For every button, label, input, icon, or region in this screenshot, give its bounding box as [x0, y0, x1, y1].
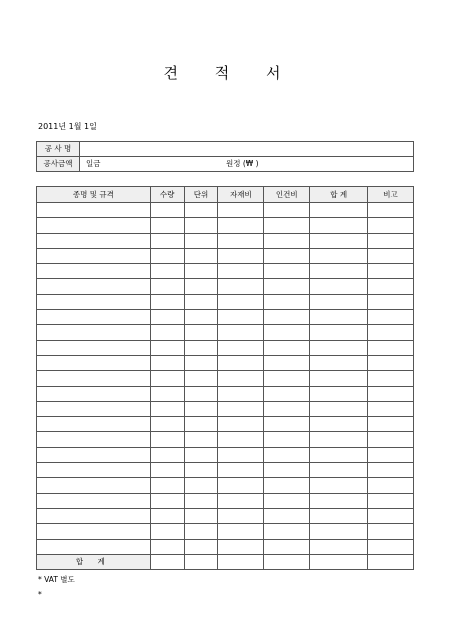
table-cell[interactable]	[368, 401, 414, 416]
column-header: 인건비	[264, 187, 310, 203]
table-cell[interactable]	[37, 203, 151, 218]
table-cell[interactable]	[310, 478, 368, 493]
table-cell[interactable]	[150, 340, 184, 355]
table-cell[interactable]	[184, 218, 218, 233]
table-cell[interactable]	[310, 432, 368, 447]
table-cell[interactable]	[264, 279, 310, 294]
table-cell[interactable]	[184, 447, 218, 462]
table-cell[interactable]	[150, 386, 184, 401]
table-cell[interactable]	[184, 248, 218, 263]
table-cell[interactable]	[264, 386, 310, 401]
table-cell[interactable]	[37, 218, 151, 233]
amount-suffix: 원정 (₩ )	[226, 159, 259, 168]
table-cell[interactable]	[150, 325, 184, 340]
table-cell[interactable]	[218, 218, 264, 233]
table-cell[interactable]	[150, 508, 184, 523]
table-cell[interactable]	[368, 432, 414, 447]
project-name-label: 공 사 명	[37, 142, 80, 157]
table-cell[interactable]	[150, 218, 184, 233]
table-cell[interactable]	[264, 248, 310, 263]
table-cell[interactable]	[264, 203, 310, 218]
table-cell[interactable]	[37, 279, 151, 294]
table-cell[interactable]	[150, 294, 184, 309]
table-cell[interactable]	[310, 294, 368, 309]
table-cell[interactable]	[310, 447, 368, 462]
table-cell[interactable]	[184, 310, 218, 325]
table-cell[interactable]	[218, 417, 264, 432]
table-cell[interactable]	[150, 478, 184, 493]
table-cell[interactable]	[264, 233, 310, 248]
column-header: 자재비	[218, 187, 264, 203]
table-cell[interactable]	[264, 463, 310, 478]
table-row	[37, 310, 414, 325]
table-cell[interactable]	[37, 233, 151, 248]
table-row	[37, 539, 414, 554]
table-cell[interactable]	[150, 371, 184, 386]
table-cell[interactable]	[150, 447, 184, 462]
total-cell[interactable]	[264, 554, 310, 569]
table-cell[interactable]	[368, 524, 414, 539]
table-cell[interactable]	[37, 524, 151, 539]
table-cell[interactable]	[150, 417, 184, 432]
table-cell[interactable]	[368, 340, 414, 355]
table-cell[interactable]	[150, 264, 184, 279]
total-cell[interactable]	[150, 554, 184, 569]
table-cell[interactable]	[150, 233, 184, 248]
table-cell[interactable]	[184, 432, 218, 447]
table-cell[interactable]	[264, 340, 310, 355]
table-cell[interactable]	[184, 371, 218, 386]
table-cell[interactable]	[218, 524, 264, 539]
table-row	[37, 493, 414, 508]
project-name-value[interactable]	[80, 142, 414, 157]
table-cell[interactable]	[218, 340, 264, 355]
table-cell[interactable]	[368, 248, 414, 263]
table-cell[interactable]	[368, 233, 414, 248]
table-cell[interactable]	[264, 447, 310, 462]
table-cell[interactable]	[150, 355, 184, 370]
table-cell[interactable]	[310, 371, 368, 386]
table-cell[interactable]	[37, 478, 151, 493]
table-cell[interactable]	[184, 508, 218, 523]
table-row	[37, 233, 414, 248]
table-cell[interactable]	[37, 325, 151, 340]
table-cell[interactable]	[37, 463, 151, 478]
table-cell[interactable]	[184, 493, 218, 508]
table-cell[interactable]	[310, 508, 368, 523]
table-cell[interactable]	[368, 355, 414, 370]
estimate-table	[36, 186, 414, 570]
table-cell[interactable]	[264, 371, 310, 386]
table-cell[interactable]	[184, 233, 218, 248]
table-cell[interactable]	[150, 203, 184, 218]
table-cell[interactable]	[310, 233, 368, 248]
table-cell[interactable]	[37, 417, 151, 432]
table-cell[interactable]	[310, 539, 368, 554]
table-cell[interactable]	[37, 508, 151, 523]
project-amount-label: 공사금액	[37, 157, 80, 172]
table-cell[interactable]	[368, 417, 414, 432]
table-row	[37, 294, 414, 309]
table-cell[interactable]	[368, 539, 414, 554]
table-cell[interactable]	[264, 218, 310, 233]
table-cell[interactable]	[150, 493, 184, 508]
table-row	[37, 340, 414, 355]
table-cell[interactable]	[264, 310, 310, 325]
project-amount-row	[37, 157, 414, 172]
table-cell[interactable]	[37, 355, 151, 370]
table-cell[interactable]	[310, 340, 368, 355]
table-cell[interactable]	[150, 248, 184, 263]
table-row	[37, 447, 414, 462]
table-cell[interactable]	[368, 386, 414, 401]
table-cell[interactable]	[37, 432, 151, 447]
table-cell[interactable]	[37, 493, 151, 508]
table-row	[37, 371, 414, 386]
table-cell[interactable]	[218, 463, 264, 478]
table-cell[interactable]	[184, 203, 218, 218]
note-vat: * VAT 별도	[38, 575, 75, 584]
table-cell[interactable]	[310, 279, 368, 294]
table-row	[37, 279, 414, 294]
table-cell[interactable]	[37, 248, 151, 263]
table-cell[interactable]	[37, 539, 151, 554]
table-row	[37, 355, 414, 370]
table-cell[interactable]	[310, 401, 368, 416]
table-cell[interactable]	[37, 386, 151, 401]
table-cell[interactable]	[218, 432, 264, 447]
table-cell[interactable]	[218, 310, 264, 325]
table-cell[interactable]	[150, 401, 184, 416]
table-cell[interactable]	[368, 325, 414, 340]
table-row	[37, 203, 414, 218]
table-cell[interactable]	[368, 447, 414, 462]
table-cell[interactable]	[150, 524, 184, 539]
table-cell[interactable]	[310, 417, 368, 432]
table-row	[37, 386, 414, 401]
table-cell[interactable]	[218, 447, 264, 462]
table-cell[interactable]	[218, 386, 264, 401]
table-cell[interactable]	[184, 524, 218, 539]
table-cell[interactable]	[218, 478, 264, 493]
table-row	[37, 401, 414, 416]
table-cell[interactable]	[184, 539, 218, 554]
table-cell[interactable]	[264, 401, 310, 416]
table-cell[interactable]	[264, 539, 310, 554]
table-cell[interactable]	[264, 508, 310, 523]
table-cell[interactable]	[368, 279, 414, 294]
table-cell[interactable]	[37, 401, 151, 416]
table-row	[37, 508, 414, 523]
table-cell[interactable]	[368, 371, 414, 386]
table-cell[interactable]	[310, 248, 368, 263]
table-cell[interactable]	[310, 203, 368, 218]
table-cell[interactable]	[368, 203, 414, 218]
table-cell[interactable]	[218, 401, 264, 416]
table-cell[interactable]	[218, 371, 264, 386]
column-header: 단위	[184, 187, 218, 203]
table-cell[interactable]	[264, 325, 310, 340]
table-cell[interactable]	[310, 493, 368, 508]
table-cell[interactable]	[310, 325, 368, 340]
table-cell[interactable]	[184, 264, 218, 279]
table-cell[interactable]	[150, 539, 184, 554]
column-header: 비고	[368, 187, 414, 203]
table-cell[interactable]	[150, 463, 184, 478]
table-cell[interactable]	[218, 279, 264, 294]
table-cell[interactable]	[218, 264, 264, 279]
project-name-row	[37, 142, 414, 157]
table-cell[interactable]	[37, 340, 151, 355]
table-cell[interactable]	[218, 233, 264, 248]
table-row	[37, 463, 414, 478]
table-cell[interactable]	[37, 371, 151, 386]
table-cell[interactable]	[368, 478, 414, 493]
column-header: 종명 및 규격	[37, 187, 151, 203]
total-row	[37, 554, 414, 569]
table-cell[interactable]	[368, 463, 414, 478]
table-cell[interactable]	[368, 264, 414, 279]
table-cell[interactable]	[264, 524, 310, 539]
table-row	[37, 524, 414, 539]
table-cell[interactable]	[184, 417, 218, 432]
table-row	[37, 264, 414, 279]
table-cell[interactable]	[184, 279, 218, 294]
table-cell[interactable]	[37, 447, 151, 462]
table-row	[37, 417, 414, 432]
total-label: 합 계	[37, 554, 151, 569]
column-header: 수량	[150, 187, 184, 203]
project-amount-value[interactable]	[80, 157, 414, 172]
table-cell[interactable]	[264, 294, 310, 309]
total-cell[interactable]	[184, 554, 218, 569]
table-cell[interactable]	[218, 493, 264, 508]
table-row	[37, 478, 414, 493]
table-cell[interactable]	[184, 478, 218, 493]
document-date: 2011년 1월 1일	[38, 122, 97, 131]
table-cell[interactable]	[218, 325, 264, 340]
project-info-table	[36, 141, 414, 172]
table-cell[interactable]	[184, 401, 218, 416]
table-row	[37, 218, 414, 233]
table-row	[37, 325, 414, 340]
table-cell[interactable]	[37, 294, 151, 309]
total-cell[interactable]	[218, 554, 264, 569]
table-cell[interactable]	[218, 355, 264, 370]
table-cell[interactable]	[218, 539, 264, 554]
table-cell[interactable]	[310, 264, 368, 279]
table-cell[interactable]	[218, 294, 264, 309]
table-cell[interactable]	[264, 264, 310, 279]
document-title: 견 적 서	[163, 64, 297, 82]
table-cell[interactable]	[368, 218, 414, 233]
table-cell[interactable]	[150, 432, 184, 447]
table-cell[interactable]	[184, 386, 218, 401]
table-cell[interactable]	[310, 310, 368, 325]
table-row	[37, 432, 414, 447]
table-cell[interactable]	[310, 524, 368, 539]
table-cell[interactable]	[310, 218, 368, 233]
table-cell[interactable]	[37, 264, 151, 279]
table-cell[interactable]	[264, 432, 310, 447]
table-cell[interactable]	[184, 463, 218, 478]
table-cell[interactable]	[184, 355, 218, 370]
table-cell[interactable]	[310, 463, 368, 478]
table-cell[interactable]	[264, 355, 310, 370]
table-cell[interactable]	[150, 279, 184, 294]
table-cell[interactable]	[264, 417, 310, 432]
table-cell[interactable]	[218, 508, 264, 523]
table-cell[interactable]	[310, 355, 368, 370]
table-cell[interactable]	[218, 248, 264, 263]
total-cell[interactable]	[310, 554, 368, 569]
table-header-row	[37, 187, 414, 203]
table-cell[interactable]	[264, 493, 310, 508]
table-cell[interactable]	[368, 508, 414, 523]
table-cell[interactable]	[368, 310, 414, 325]
amount-prefix: 일금	[86, 159, 101, 168]
table-cell[interactable]	[368, 294, 414, 309]
note-blank: *	[38, 590, 42, 599]
table-cell[interactable]	[37, 310, 151, 325]
table-cell[interactable]	[368, 493, 414, 508]
table-cell[interactable]	[310, 386, 368, 401]
table-cell[interactable]	[218, 203, 264, 218]
column-header: 합 계	[310, 187, 368, 203]
table-cell[interactable]	[184, 325, 218, 340]
table-row	[37, 248, 414, 263]
table-cell[interactable]	[184, 340, 218, 355]
total-cell[interactable]	[368, 554, 414, 569]
table-cell[interactable]	[184, 294, 218, 309]
table-cell[interactable]	[150, 310, 184, 325]
table-cell[interactable]	[264, 478, 310, 493]
